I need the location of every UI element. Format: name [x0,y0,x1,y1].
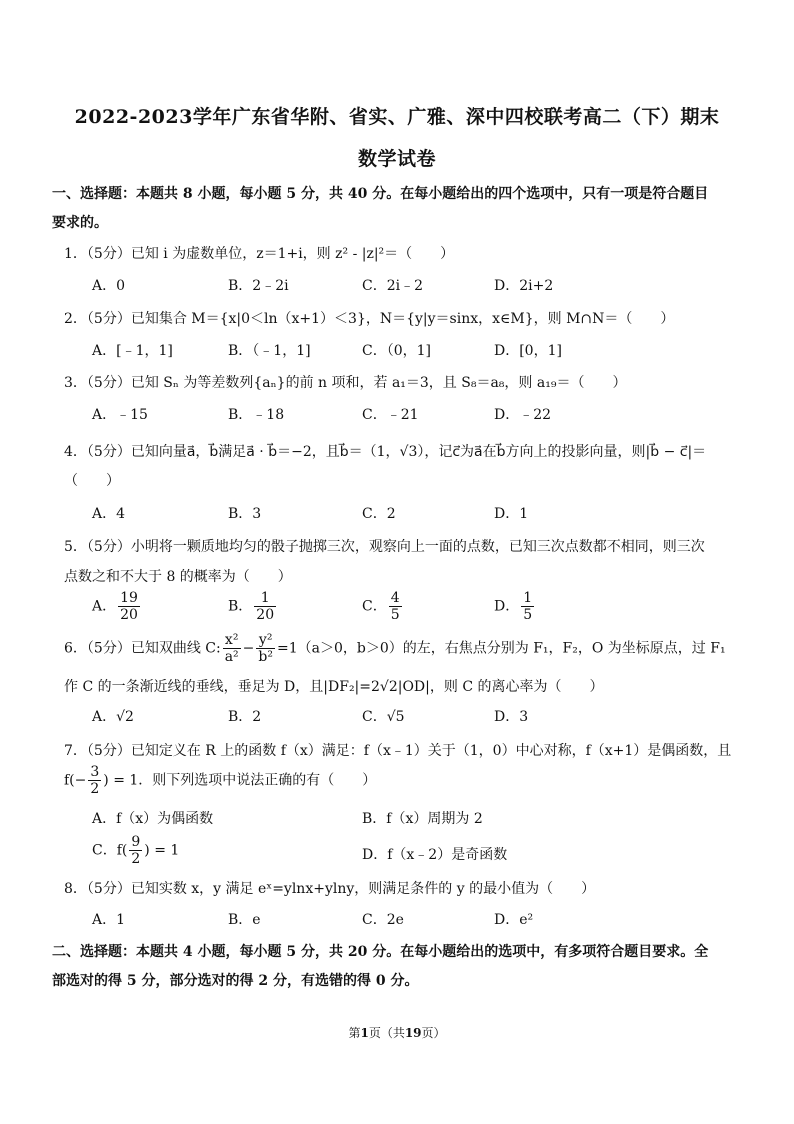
q6-frac2-num: y² [256,632,275,649]
q6-option-c: C．√5 [362,709,405,725]
question-6-line1: 6．（5分）已知双曲线 C: $\frac{\text{x²}}{\text{a²}}$ − $\frac{\text{y²}}{\text{b²}}$ =1（a＞0，b＞0）的左，右焦点分别为 F₁，F₂，O 为坐标原点，过 F₁ [64,632,726,665]
question-5-text2: 点数之和不大于 8 的概率为（ ） [64,569,292,585]
q6-option-a: A．√2 [92,709,134,725]
footer-prefix: 第 [348,1026,361,1040]
q5-option-b-den: 20 [256,607,275,623]
q5-option-a-fraction [118,590,140,623]
question-6-text-b: =1（a＞0，b＞0）的左，右焦点分别为 F₁，F₂，O 为坐标原点，过 F₁ [276,640,726,657]
q7-option-c-num: 9 [131,834,141,850]
section2-line1: 二、选择题：本题共 4 小题，每小题 5 分，共 20 分。在每小题给出的选项中，有多项符合题目要求。全 [52,944,709,960]
q2-option-b: B．（﹣1，1] [228,343,311,359]
q5-option-d-den: 5 [523,607,533,623]
q5-option-b [228,590,278,623]
q1-option-a: A．0 [92,278,126,294]
q5-option-b-label: B． [228,598,253,615]
q5-option-d-fraction [521,590,534,623]
footer-suffix: 页） [421,1026,446,1040]
q8-option-d: D．e² [494,912,534,928]
footer-page-number: 1 [360,1026,369,1040]
q5-option-c-num: 4 [390,590,400,606]
q2-option-d: D．[0，1] [494,343,562,359]
q5-option-c-fraction [389,590,402,623]
question-7-text2 [64,764,376,797]
q3-option-b: B．﹣18 [228,407,285,423]
q7-option-c-fraction [129,834,142,867]
section2-line2: 部选对的得 5 分，部分选对的得 2 分，有选错的得 0 分。 [52,973,419,989]
q2-option-c: C．（0，1] [362,343,431,359]
q7-fraction [88,764,101,797]
question-1-text: 1．（5分）已知 i 为虚数单位，z＝1+i，则 z² - |z|²＝（ ） [64,246,455,262]
q3-option-a: A．﹣15 [92,407,148,423]
section1-line2: 要求的。 [52,215,108,231]
q5-option-c-label: C． [362,598,387,615]
q7-option-a: A．f（x）为偶函数 [92,811,214,827]
question-8-text: 8．（5分）已知实数 x，y 满足 eˣ=ylnx+ylny，则满足条件的 y 的最小值为（ ） [64,881,596,897]
q7-option-c-b: ) = 1 [144,842,180,859]
q6-option-d: D．3 [494,709,529,725]
question-4-text: 4．（5分）已知向量a⃗，b⃗满足a⃗ · b⃗＝−2，且b⃗＝（1，√3），记c⃗为a⃗在b⃗方向上的投影向量，则|b⃗ − c⃗|＝ [64,444,707,460]
q8-option-a: A．1 [92,912,126,928]
q7-frac-den: 2 [90,781,100,797]
q3-option-d: D．﹣22 [494,407,552,423]
q5-option-a-den: 20 [120,607,138,623]
footer-mid: 页（共 [368,1026,405,1040]
q4-option-c: C．2 [362,506,396,522]
section1-instructions [52,180,744,238]
q1-option-c: C．2i﹣2 [362,278,424,294]
q5-option-d-num: 1 [523,590,533,606]
q3-option-c: C．﹣21 [362,407,419,423]
q5-option-c [362,590,404,623]
q6-frac1-den: a² [224,649,239,665]
q5-option-a-num: 19 [120,590,138,606]
question-4-text2: （ ） [64,473,120,489]
q7-frac-num: 3 [90,764,100,780]
q5-option-c-den: 5 [390,607,400,623]
q1-option-b: B．2﹣2i [228,278,289,294]
q7-line2-a: f(− [64,772,87,789]
footer-total-pages: 19 [404,1026,422,1040]
section1-line1: 一、选择题：本题共 8 小题，每小题 5 分，共 40 分。在每小题给出的四个选项中，只有一项是符合题目 [52,186,709,202]
question-6-text2: 作 C 的一条渐近线的垂线，垂足为 D，且|DF₂|=2√2|OD|，则 C 的离心率为（ ） [64,679,604,695]
q6-option-b: B．2 [228,709,262,725]
q7-line2-b: ) = 1．则下列选项中说法正确的有（ ） [103,772,377,789]
q6-fraction-x [223,632,241,665]
q2-option-a: A．[﹣1，1] [92,343,173,359]
question-6-text-a: 6．（5分）已知双曲线 C: [64,640,221,657]
q4-option-b: B．3 [228,506,262,522]
q4-option-d: D．1 [494,506,529,522]
page-footer [0,1024,794,1041]
question-2-text: 2．（5分）已知集合 M＝{x|0＜ln（x+1）＜3}，N＝{y|y＝sinx，x∈M}，则 M∩N＝（ ） [64,311,675,327]
q5-option-b-num: 1 [254,590,276,607]
q5-option-b-fraction [254,590,276,623]
q8-option-c: C．2e [362,912,404,928]
question-5-text: 5．（5分）小明将一颗质地均匀的骰子抛掷三次，观察向上一面的点数，已知三次点数都不相同，则三次 [64,539,705,555]
q5-option-a [92,590,142,623]
q7-option-c-den: 2 [131,851,141,867]
q1-option-d: D．2i+2 [494,278,554,294]
q7-option-c [92,834,179,867]
q6-frac1-num: x² [223,632,241,649]
q7-option-c-a: C．f( [92,842,128,859]
question-7-text: 7．（5分）已知定义在 R 上的函数 f（x）满足：f（x﹣1）关于（1，0）中心对称，f（x+1）是偶函数，且 [64,743,732,759]
q5-option-d [494,590,536,623]
q8-option-b: B．e [228,912,261,928]
q7-option-d: D．f（x﹣2）是奇函数 [362,847,508,863]
exam-title-line2: 数学试卷 [357,148,436,170]
exam-title-line1: 2022-2023学年广东省华附、省实、广雅、深中四校联考高二（下）期末 [74,106,720,128]
section2-instructions [52,938,744,996]
q4-option-a: A．4 [92,506,126,522]
question-3-text: 3．（5分）已知 Sₙ 为等差数列{aₙ}的前 n 项和，若 a₁＝3，且 S₈＝a₈，则 a₁₉＝（ ） [64,375,627,391]
q6-fraction-y [256,632,275,665]
q5-option-d-label: D． [494,598,520,615]
q5-option-a-label: A． [92,598,117,615]
q7-option-b: B．f（x）周期为 2 [362,811,483,827]
q6-frac2-den: b² [258,649,273,665]
